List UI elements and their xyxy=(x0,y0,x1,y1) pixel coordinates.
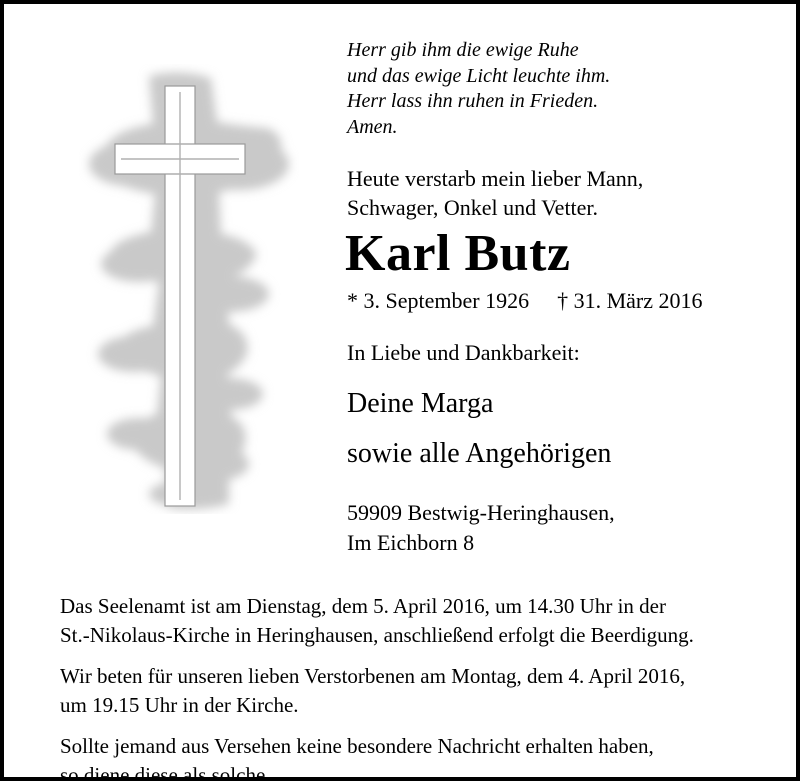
address-line: Im Eichborn 8 xyxy=(347,530,475,555)
deceased-name: Karl Butz xyxy=(345,225,571,282)
prayer-line: und das ewige Licht leuchte ihm. xyxy=(347,64,611,87)
intro-line: Heute verstarb mein lieber Mann, xyxy=(347,166,644,191)
family-address xyxy=(347,498,615,558)
birth-date: * 3. September 1926 xyxy=(347,288,530,313)
intro-line: Schwager, Onkel und Vetter. xyxy=(347,195,599,220)
intro-text xyxy=(347,164,643,222)
address-line: 59909 Bestwig-Heringhausen, xyxy=(347,500,615,525)
mourner-primary: Deine Marga xyxy=(347,388,494,419)
cross-graphic xyxy=(79,64,299,514)
notice-line: so diene diese als solche. xyxy=(60,763,271,781)
requiem-line: Das Seelenamt ist am Dienstag, dem 5. April 2016, um 14.30 Uhr in der xyxy=(60,594,666,618)
prayer-verse xyxy=(347,38,610,140)
notice-line: Sollte jemand aus Versehen keine besondere Nachricht erhalten haben, xyxy=(60,734,654,758)
life-dates xyxy=(347,288,703,314)
prayer-line: Amen. xyxy=(347,115,398,138)
thanks-line: In Liebe und Dankbarkeit: xyxy=(347,340,580,365)
mourner-relatives: sowie alle Angehörigen xyxy=(347,438,612,469)
service-details xyxy=(60,588,694,781)
cross-icon xyxy=(79,64,299,514)
prayer-service-line: Wir beten für unseren lieben Verstorbenen am Montag, dem 4. April 2016, xyxy=(60,664,686,688)
death-date: † 31. März 2016 xyxy=(557,288,703,313)
prayer-line: Herr gib ihm die ewige Ruhe xyxy=(347,39,579,61)
prayer-line: Herr lass ihn ruhen in Frieden. xyxy=(347,90,599,112)
prayer-service-line: um 19.15 Uhr in der Kirche. xyxy=(60,693,299,717)
requiem-line: St.-Nikolaus-Kirche in Heringhausen, anschließend erfolgt die Beerdigung. xyxy=(60,623,694,647)
